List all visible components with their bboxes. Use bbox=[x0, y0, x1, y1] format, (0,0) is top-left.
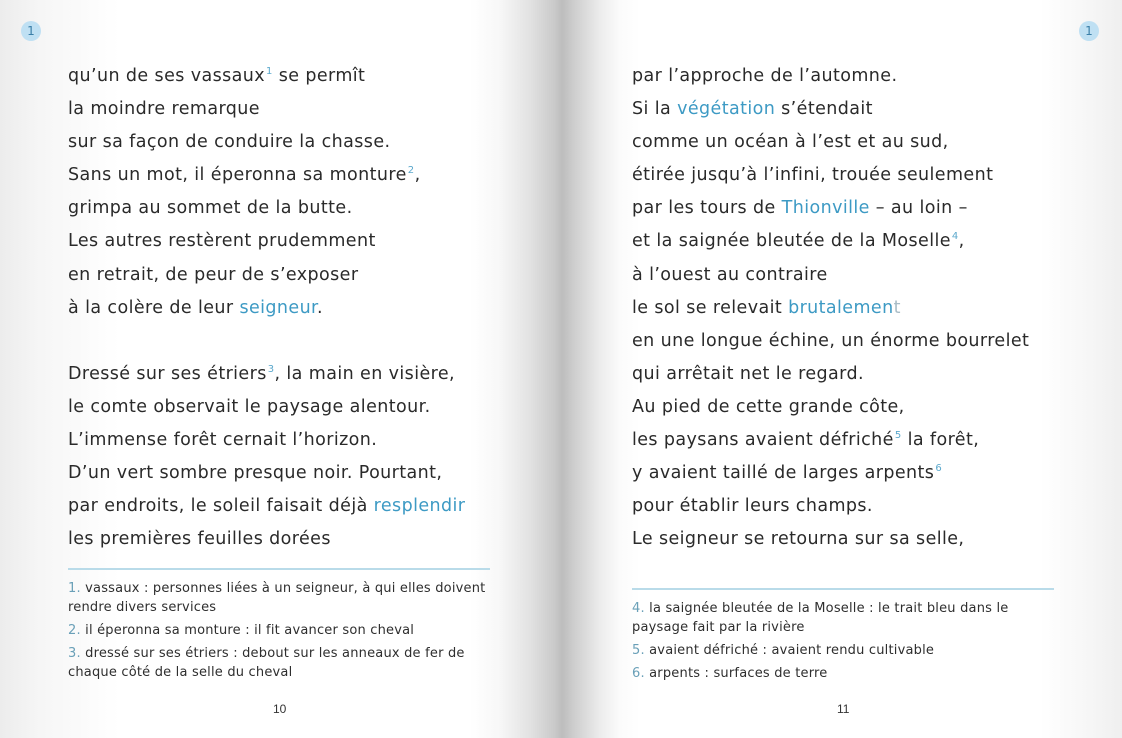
text-run: la moindre remarque bbox=[68, 99, 260, 120]
text-line bbox=[632, 259, 1029, 292]
text-run: à l’ouest au contraire bbox=[632, 264, 828, 285]
text-line bbox=[68, 490, 465, 523]
vocabulary-word: végétation bbox=[677, 99, 776, 120]
text-run: , la main en visière, bbox=[274, 363, 455, 384]
footnote bbox=[632, 641, 1062, 660]
footnote bbox=[68, 644, 498, 682]
footnote-text: il éperonna sa monture : il fit avancer son cheval bbox=[80, 623, 415, 638]
footnote-marker: 5 bbox=[894, 430, 902, 442]
text-line bbox=[632, 523, 1029, 556]
text-line bbox=[632, 325, 1029, 358]
text-run: qui arrêtait net le regard. bbox=[632, 363, 864, 384]
text-run: le sol se relevait bbox=[632, 297, 789, 318]
text-run: étirée jusqu’à l’infini, trouée seulement bbox=[632, 165, 994, 186]
body-text bbox=[632, 60, 1029, 556]
text-run: Les autres restèrent prudemment bbox=[68, 231, 376, 252]
text-run: pour établir leurs champs. bbox=[632, 496, 873, 517]
text-line bbox=[68, 60, 465, 93]
footnote-number: 5. bbox=[632, 643, 645, 658]
text-line bbox=[632, 457, 1029, 490]
text-line bbox=[632, 490, 1029, 523]
text-run: Sans un mot, il éperonna sa monture bbox=[68, 165, 407, 186]
text-run: la forêt, bbox=[901, 430, 980, 451]
text-run: en une longue échine, un énorme bourrelet bbox=[632, 330, 1030, 351]
text-run: y avaient taillé de larges arpents bbox=[632, 463, 935, 484]
text-run: par l’approche de l’automne. bbox=[632, 66, 898, 86]
body-text bbox=[68, 60, 465, 556]
vocabulary-word: Thionville bbox=[781, 198, 870, 219]
text-line bbox=[632, 225, 1029, 258]
footnote-marker: 2 bbox=[407, 165, 415, 177]
footnote bbox=[68, 621, 498, 640]
text-run: grimpa au sommet de la butte. bbox=[68, 198, 353, 219]
chapter-badge: 1 bbox=[21, 21, 41, 41]
text-line bbox=[68, 126, 465, 159]
page-number: 11 bbox=[837, 702, 850, 716]
text-run: Si la bbox=[632, 99, 678, 120]
text-line bbox=[632, 192, 1029, 225]
text-line bbox=[68, 457, 465, 490]
text-run: s’étendait bbox=[775, 99, 873, 120]
footnotes bbox=[632, 599, 1062, 687]
footnote-text: vassaux : personnes liées à un seigneur, à qui elles doivent rendre divers services bbox=[68, 581, 486, 615]
text-run: se permît bbox=[272, 66, 366, 86]
text-line bbox=[68, 424, 465, 457]
footnote-divider bbox=[68, 568, 490, 570]
vocabulary-word: brutalemen bbox=[788, 297, 894, 318]
text-run: par les tours de bbox=[632, 198, 782, 219]
page-number: 10 bbox=[273, 702, 287, 716]
text-line bbox=[632, 60, 1029, 93]
footnote-marker: 3 bbox=[267, 363, 275, 375]
footnote-text: avaient défriché : avaient rendu cultivable bbox=[644, 643, 935, 658]
text-run: qu’un de ses vassaux bbox=[68, 66, 265, 86]
footnote-marker: 6 bbox=[935, 463, 943, 475]
text-line bbox=[68, 523, 465, 556]
footnote-number: 4. bbox=[632, 601, 645, 616]
text-run: – au loin – bbox=[869, 198, 968, 219]
text-line bbox=[632, 292, 1029, 325]
text-line bbox=[68, 93, 465, 126]
text-run: comme un océan à l’est et au sud, bbox=[632, 132, 949, 153]
text-run: en retrait, de peur de s’exposer bbox=[68, 264, 359, 285]
vocabulary-word: seigneur bbox=[239, 297, 318, 318]
footnote bbox=[632, 664, 1062, 683]
footnote-marker: 4 bbox=[951, 231, 959, 243]
text-line bbox=[68, 159, 465, 192]
text-run: et la saignée bleutée de la Moselle bbox=[632, 231, 951, 252]
text-run: sur sa façon de conduire la chasse. bbox=[68, 132, 391, 153]
footnote-number: 2. bbox=[68, 623, 81, 638]
chapter-badge: 1 bbox=[1079, 21, 1099, 41]
text-line bbox=[632, 93, 1029, 126]
footnote-text: arpents : surfaces de terre bbox=[644, 666, 828, 681]
text-run: D’un vert sombre presque noir. Pourtant, bbox=[68, 463, 443, 484]
text-run: les paysans avaient défriché bbox=[632, 430, 894, 451]
text-line bbox=[68, 259, 465, 292]
text-line bbox=[632, 358, 1029, 391]
text-line bbox=[68, 391, 465, 424]
footnote-marker: 1 bbox=[266, 66, 273, 77]
text-line bbox=[632, 424, 1029, 457]
text-line bbox=[68, 358, 465, 391]
footnote-number: 3. bbox=[68, 646, 81, 661]
footnote bbox=[632, 599, 1062, 637]
footnote bbox=[68, 579, 498, 617]
text-run: à la colère de leur bbox=[68, 297, 240, 318]
text-run: Dressé sur ses étriers bbox=[68, 363, 267, 384]
text-line bbox=[68, 225, 465, 258]
footnote-text: dressé sur ses étriers : debout sur les anneaux de fer de chaque côté de la selle du cheval bbox=[68, 646, 465, 680]
text-run: . bbox=[317, 297, 324, 318]
text-line bbox=[632, 159, 1029, 192]
text-run: Le seigneur se retourna sur sa selle, bbox=[632, 529, 965, 550]
text-run: par endroits, le soleil faisait déjà bbox=[68, 496, 374, 517]
stanza-break bbox=[68, 325, 465, 358]
text-line bbox=[68, 292, 465, 325]
text-run: le comte observait le paysage alentour. bbox=[68, 396, 431, 417]
text-run: L’immense forêt cernait l’horizon. bbox=[68, 429, 378, 450]
footnotes bbox=[68, 579, 498, 686]
footnote-divider bbox=[632, 588, 1054, 590]
footnote-number: 1. bbox=[68, 581, 81, 596]
vocabulary-word-tail: t bbox=[893, 297, 901, 318]
text-run: Au pied de cette grande côte, bbox=[632, 396, 905, 417]
right-page bbox=[562, 0, 1122, 738]
footnote-text: la saignée bleutée de la Moselle : le trait bleu dans le paysage fait par la rivière bbox=[632, 601, 1009, 635]
text-run: , bbox=[414, 165, 421, 186]
text-line bbox=[68, 192, 465, 225]
footnote-number: 6. bbox=[632, 666, 645, 681]
text-line bbox=[632, 391, 1029, 424]
vocabulary-word: resplendir bbox=[373, 496, 466, 517]
text-line bbox=[632, 126, 1029, 159]
left-page bbox=[0, 0, 560, 738]
text-run: , bbox=[958, 231, 965, 252]
text-run: les premières feuilles dorées bbox=[68, 529, 331, 550]
